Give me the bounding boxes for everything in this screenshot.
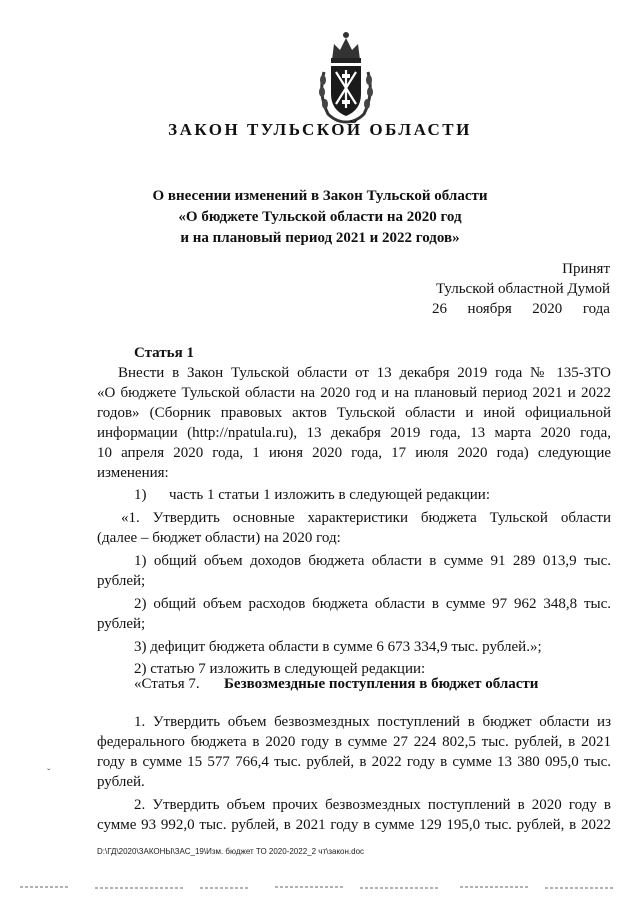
- text-line: рублей;: [97, 573, 146, 589]
- text-line: 1. Утвердить объем безвозмездных поступлений в бюджет области из: [134, 714, 611, 730]
- text-line: 2. Утвердить объем прочих безвозмездных поступлений в 2020 году в: [134, 797, 611, 813]
- text-line: «О бюджете Тульской области на 2020 год и на плановый период 2021 и 2022: [97, 385, 611, 401]
- scan-mark: ˇ: [47, 768, 51, 779]
- adoption-year: 2020: [532, 301, 563, 317]
- text-line: годов» (Сборник правовых актов Тульской области и иной официальной: [97, 405, 611, 421]
- article-7-title: Безвозмездные поступления в бюджет области: [224, 676, 539, 692]
- text-line: рублей;: [97, 616, 146, 632]
- subject-line: О внесении изменений в Закон Тульской области: [152, 188, 488, 204]
- text-line: Внести в Закон Тульской области от 13 декабря 2019 года № 135-ЗТО: [118, 365, 611, 381]
- text-line: информации (http://npatula.ru), 13 декабря 2019 года, 13 марта 2020 года,: [97, 425, 611, 441]
- file-path-footer: D:\ГД\2020\ЗАКОНЫ\ЗАС_19\Изм. бюджет ТО 2020-2022_2 чт\закон.doc: [97, 847, 365, 856]
- article-7-heading: [134, 676, 538, 693]
- article-7-body: [97, 712, 611, 835]
- law-title: ЗАКОН ТУЛЬСКОЙ ОБЛАСТИ: [168, 120, 472, 139]
- deficit-item: 3) дефицит бюджета области в сумме 6 673 334,9 тыс. рублей.»;: [134, 639, 542, 655]
- text-line: году в сумме 15 577 766,4 тыс. рублей, в 2022 году в сумме 13 380 095,0 тыс.: [97, 754, 611, 770]
- subject-line: «О бюджете Тульской области на 2020 год: [178, 209, 462, 225]
- article-7-part-1: [97, 712, 611, 792]
- text-line: федерального бюджета в 2020 году в сумме 27 224 802,5 тыс. рублей, в 2021: [97, 734, 611, 750]
- adoption-year-word: года: [582, 301, 610, 317]
- article-7-number: «Статья 7.: [134, 676, 200, 692]
- article-1: [97, 343, 611, 679]
- text-line: сумме 93 992,0 тыс. рублей, в 2021 году в сумме 129 195,0 тыс. рублей, в 2022: [97, 817, 611, 833]
- adoption-block: [432, 259, 610, 319]
- text-line: изменения:: [97, 465, 169, 481]
- adoption-month: ноября: [467, 301, 512, 317]
- article-1-paragraph: [97, 363, 611, 483]
- expense-item: [97, 594, 611, 634]
- quoted-part-1: [97, 508, 611, 548]
- law-subject: [80, 186, 560, 249]
- adoption-day: 26: [432, 301, 447, 317]
- tula-coat-of-arms-icon: [314, 22, 378, 126]
- text-line: «1. Утвердить основные характеристики бюджета Тульской области: [121, 510, 611, 526]
- text-line: 10 апреля 2020 года, 1 июня 2020 года, 17 июля 2020 года) следующие: [97, 445, 611, 461]
- scan-artifact-divider: [0, 884, 640, 892]
- subject-line: и на плановый период 2021 и 2022 годов»: [180, 230, 460, 246]
- adopted-by: Тульской областной Думой: [435, 281, 610, 297]
- article-7-part-2: [97, 795, 611, 835]
- revenue-item: [97, 551, 611, 591]
- text-line: 1) общий объем доходов бюджета области в сумме 91 289 013,9 тыс.: [134, 553, 611, 569]
- amendment-item-2: 2) статью 7 изложить в следующей редакции:: [134, 661, 426, 677]
- adoption-date: [432, 299, 610, 319]
- adopted-label: Принят: [562, 261, 610, 277]
- amendment-item-1: 1) часть 1 статьи 1 изложить в следующей редакции:: [134, 487, 490, 503]
- text-line: рублей.: [97, 774, 145, 790]
- text-line: (далее – бюджет области) на 2020 год:: [97, 530, 341, 546]
- text-line: 2) общий объем расходов бюджета области в сумме 97 962 348,8 тыс.: [134, 596, 611, 612]
- article-1-heading: Статья 1: [134, 345, 194, 361]
